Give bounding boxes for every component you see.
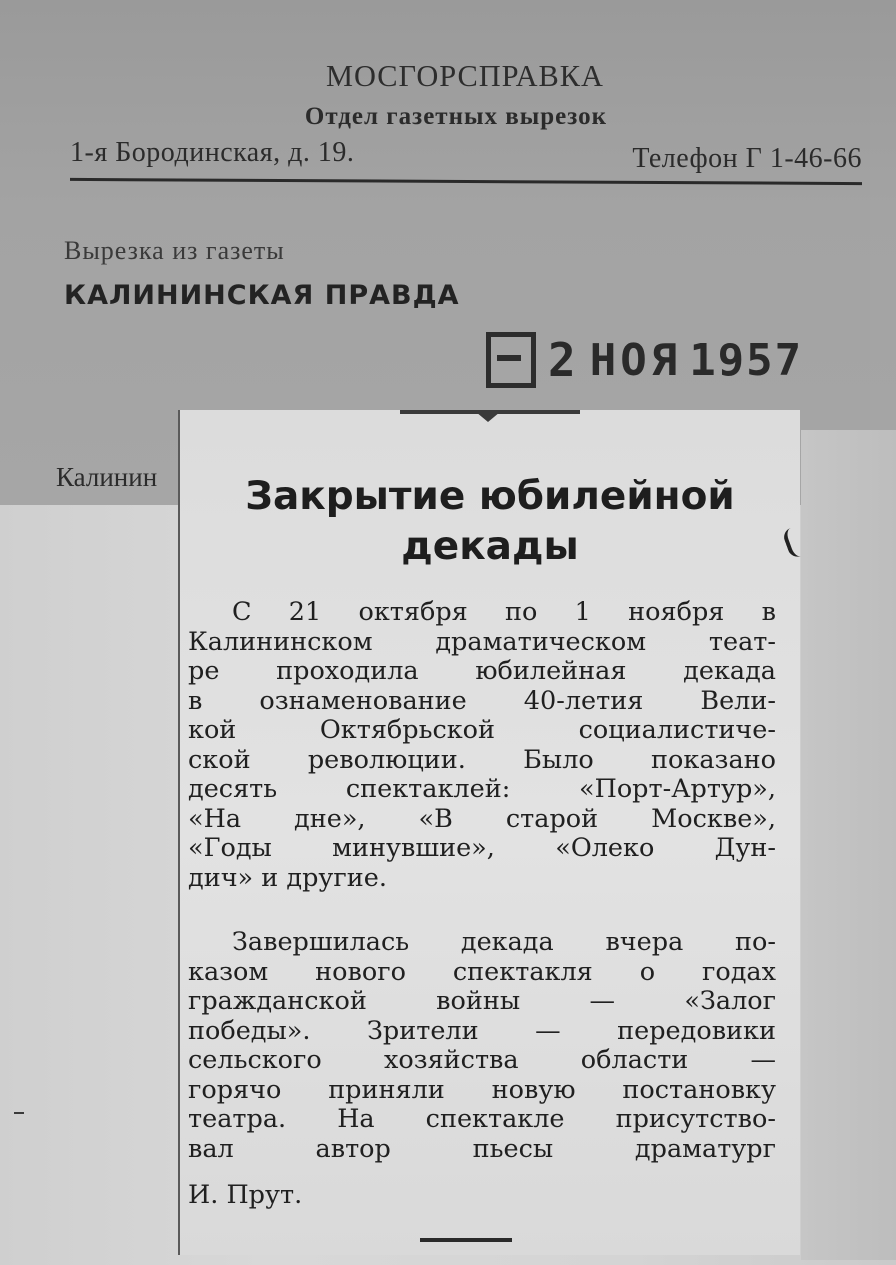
clipping-source-label: Вырезка из газеты — [64, 236, 285, 265]
backing-sheet-edge — [801, 430, 896, 1260]
article-paragraph-1 — [188, 598, 776, 893]
newspaper-clipping — [180, 410, 800, 1255]
stamp-day: 2 — [548, 333, 576, 387]
text-line: ре проходила юбилейная декада — [188, 657, 776, 686]
stamp-month: НОЯ — [589, 334, 682, 386]
text-line: дич» и другие. — [188, 863, 387, 893]
clipping-bottom-rule — [420, 1238, 512, 1242]
text-line: гражданской войны — «Залог — [188, 987, 776, 1016]
article-paragraph-2 — [188, 928, 776, 1164]
headline-line-2: декады — [401, 524, 579, 569]
text-line: Калининском драматическом теат- — [188, 627, 776, 657]
clipping-top-notch — [476, 412, 500, 422]
text-line: вал автор пьесы драматург — [188, 1134, 776, 1164]
dateline-city-partial: Калинин — [56, 462, 158, 492]
headline-line-1: Закрытие юбилейной — [245, 474, 735, 519]
margin-mark — [14, 1112, 24, 1114]
text-line: казом нового спектакля о годах — [188, 957, 776, 987]
text-line: «На дне», «В старой Москве», — [188, 804, 776, 834]
text-line: десять спектаклей: «Порт-Артур», — [188, 775, 776, 804]
text-line: победы». Зрители — передовики — [188, 1016, 776, 1046]
text-line: «Годы минувшие», «Олеко Дун- — [188, 834, 776, 863]
newspaper-name: КАЛИНИНСКАЯ ПРАВДА — [64, 280, 460, 311]
agency-address: 1-я Бородинская, д. 19. — [70, 137, 355, 168]
date-stamp — [486, 328, 803, 392]
text-line: сельского хозяйства области — — [188, 1046, 776, 1075]
department-name: Отдел газетных вырезок — [304, 103, 608, 130]
agency-phone: Телефон Г 1-46-66 — [632, 143, 862, 174]
text-line: в ознаменование 40-летия Вели- — [188, 686, 776, 716]
text-line: С 21 октября по 1 ноября в — [232, 598, 776, 627]
text-line: ской революции. Было показано — [188, 745, 776, 775]
stamp-year: 1957 — [689, 334, 804, 386]
text-line: театра. На спектакле присутство- — [188, 1105, 776, 1134]
text-line: Завершилась декада вчера по- — [232, 928, 776, 957]
stamp-mark-icon — [486, 332, 536, 388]
agency-name: МОСГОРСПРАВКА — [326, 58, 604, 93]
article-signature: И. Прут. — [188, 1180, 303, 1210]
article-headline — [180, 472, 800, 572]
text-line: горячо приняли новую постановку — [188, 1075, 776, 1105]
text-line: кой Октябрьской социалистиче- — [188, 716, 776, 745]
